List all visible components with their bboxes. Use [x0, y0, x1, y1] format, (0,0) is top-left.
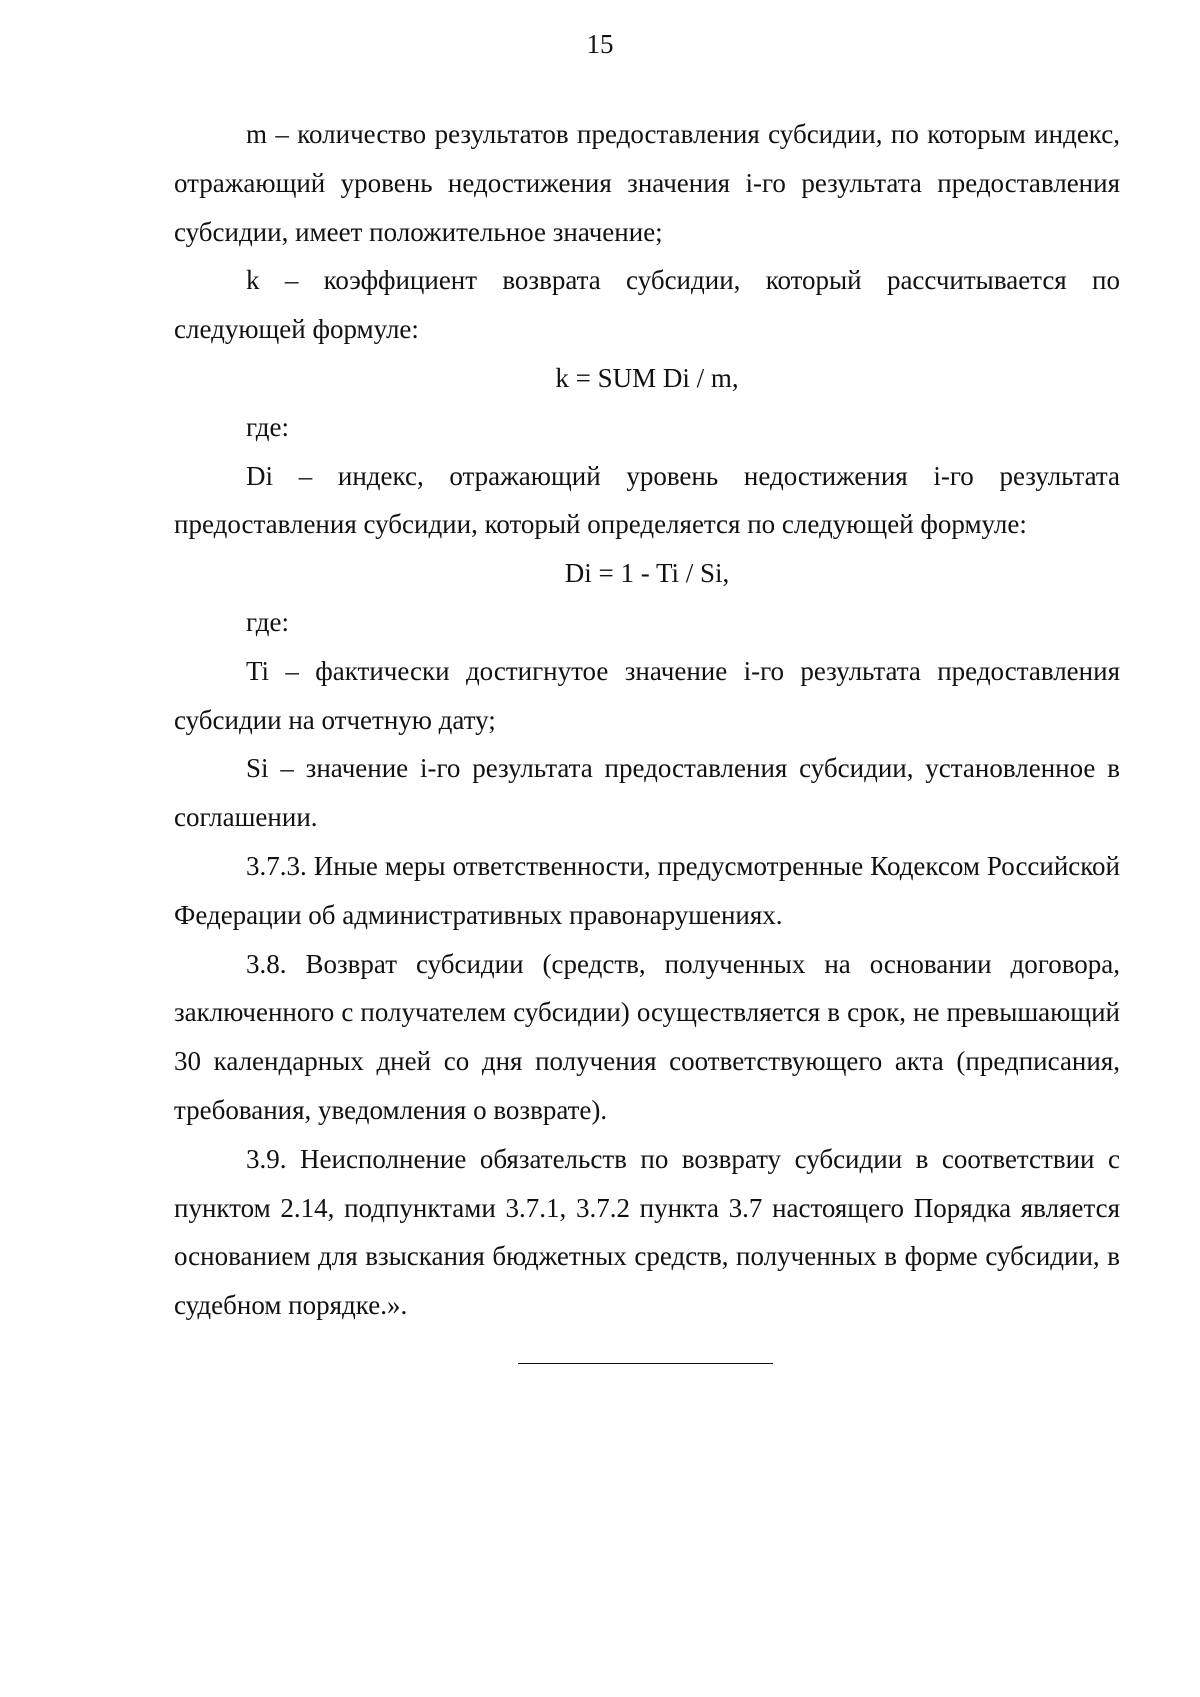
paragraph-si-definition: Si – значение i-го результата предоставления субсидии, установленное в соглашении. — [174, 753, 1120, 833]
paragraph-3-9: 3.9. Неисполнение обязательств по возврату субсидии в соответствии с пунктом 2.14, подпунктами 3.7.1, 3.7.2 пункта 3.7 настоящего Порядка является основанием для взыскания бюджетных средств, полученных в форме субсидии, в судебном порядке.». — [174, 1143, 1120, 1321]
paragraph-3-7-3: 3.7.3. Иные меры ответственности, предусмотренные Кодексом Российской Федерации об административных правонарушениях. — [174, 850, 1120, 930]
formula-k: k = SUM Di / m, — [555, 362, 739, 393]
paragraph-3-8: 3.8. Возврат субсидии (средств, полученных на основании договора, заключенного с получателем субсидии) осуществляется в срок, не превышающий 30 календарных дней со дня получения соответствующего акта (предписания, требования, уведомления о возврате). — [174, 948, 1120, 1125]
paragraph-di-definition: Di – индекс, отражающий уровень недостижения i-го результата предоставления субсидии, который определяется по следующей формуле: — [174, 460, 1120, 540]
document-body — [174, 110, 1120, 1330]
closing-divider — [518, 1363, 773, 1364]
paragraph-ti-definition: Ti – фактически достигнутое значение i-го результата предоставления субсидии на отчетную дату; — [174, 655, 1120, 735]
page-number: 15 — [586, 29, 614, 59]
where-label-1: где: — [246, 411, 289, 442]
formula-di: Di = 1 - Ti / Si, — [564, 558, 730, 589]
paragraph-m-definition: m – количество результатов предоставления субсидии, по которым индекс, отражающий уровень недостижения значения i-го результата предоставления субсидии, имеет положительное значение; — [174, 119, 1120, 247]
paragraph-k-definition: k – коэффициент возврата субсидии, который рассчитывается по следующей формуле: — [174, 265, 1120, 345]
where-label-2: где: — [246, 606, 289, 637]
